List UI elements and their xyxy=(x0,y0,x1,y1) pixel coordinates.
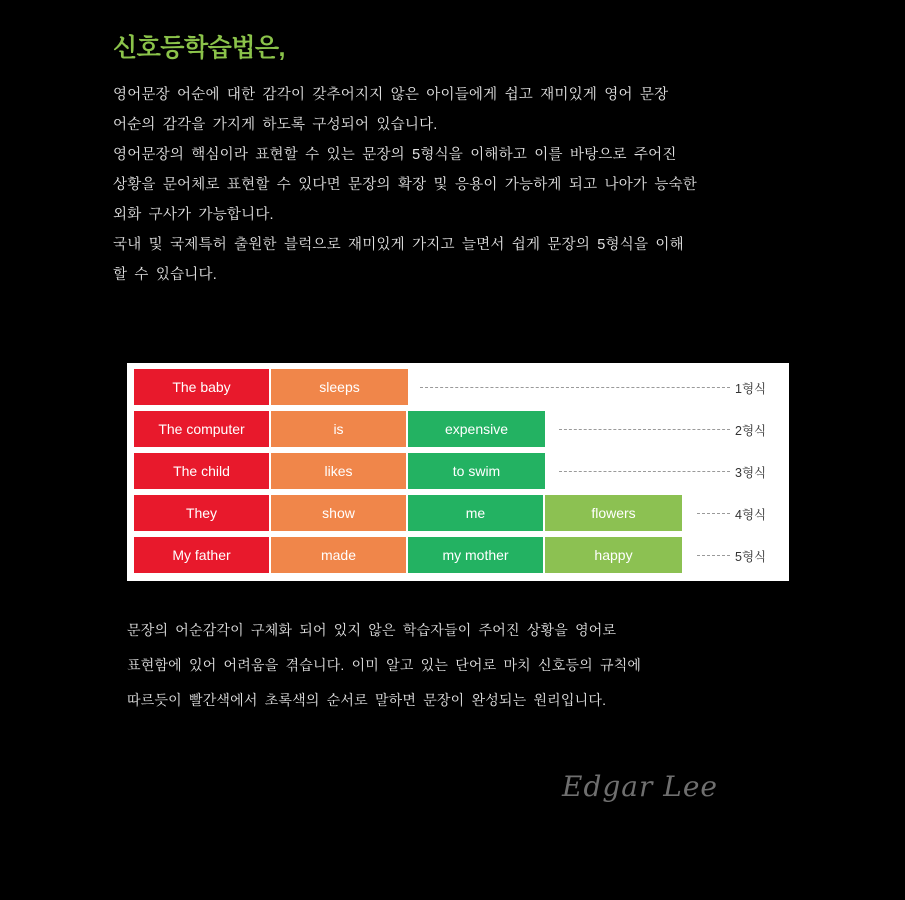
sentence-cell: to swim xyxy=(408,453,545,489)
signature: Edgar Lee xyxy=(562,770,718,803)
table-row xyxy=(134,495,694,531)
sentence-cell: They xyxy=(134,495,271,531)
intro-line: 상황을 문어체로 표현할 수 있다면 문장의 확장 및 응용이 가능하게 되고 나아가 능숙한 xyxy=(113,177,697,193)
sentence-cell: likes xyxy=(271,453,408,489)
intro-paragraph xyxy=(113,80,853,290)
sentence-cell: show xyxy=(271,495,408,531)
leader-line xyxy=(559,471,730,472)
page-title: 신호등학습법은, xyxy=(113,34,285,62)
sentence-cell: happy xyxy=(545,537,682,573)
pattern-label: 1형식 xyxy=(735,382,767,396)
closing-line: 문장의 어순감각이 구체화 되어 있지 않은 학습자들이 주어진 상황을 영어로 xyxy=(127,622,617,638)
sentence-cell: expensive xyxy=(408,411,545,447)
leader-line xyxy=(559,429,730,430)
sentence-cell: made xyxy=(271,537,408,573)
intro-line: 국내 및 국제특허 출원한 블럭으로 재미있게 가지고 늘면서 쉽게 문장의 5형식을 이해 xyxy=(113,237,684,253)
sentence-cell: The computer xyxy=(134,411,271,447)
pattern-label: 2형식 xyxy=(735,424,767,438)
intro-line: 할 수 있습니다. xyxy=(113,267,217,283)
sentence-cell: me xyxy=(408,495,545,531)
sentence-cell: My father xyxy=(134,537,271,573)
closing-line: 표현함에 있어 어려움을 겪습니다. 이미 알고 있는 단어로 마치 신호등의 규칙에 xyxy=(127,657,642,673)
sentence-pattern-chart xyxy=(127,363,789,581)
closing-line: 따르듯이 빨간색에서 초록색의 순서로 말하면 문장이 완성되는 원리입니다. xyxy=(127,692,607,708)
sentence-cell: my mother xyxy=(408,537,545,573)
intro-line: 영어문장 어순에 대한 감각이 갖추어지지 않은 아이들에게 쉽고 재미있게 영어 문장 xyxy=(113,87,669,103)
pattern-label: 4형식 xyxy=(735,508,767,522)
leader-line xyxy=(697,555,730,556)
intro-line: 영어문장의 핵심이라 표현할 수 있는 문장의 5형식을 이해하고 이를 바탕으로 주어진 xyxy=(113,147,677,163)
closing-paragraph xyxy=(127,613,847,718)
sentence-cell: sleeps xyxy=(271,369,408,405)
pattern-label: 5형식 xyxy=(735,550,767,564)
leader-line xyxy=(697,513,730,514)
intro-line: 외화 구사가 가능합니다. xyxy=(113,207,274,223)
leader-line xyxy=(420,387,730,388)
sentence-cell: The child xyxy=(134,453,271,489)
intro-line: 어순의 감각을 가지게 하도록 구성되어 있습니다. xyxy=(113,117,438,133)
sentence-cell: flowers xyxy=(545,495,682,531)
sentence-cell: is xyxy=(271,411,408,447)
pattern-label: 3형식 xyxy=(735,466,767,480)
table-row xyxy=(134,537,694,573)
sentence-cell: The baby xyxy=(134,369,271,405)
